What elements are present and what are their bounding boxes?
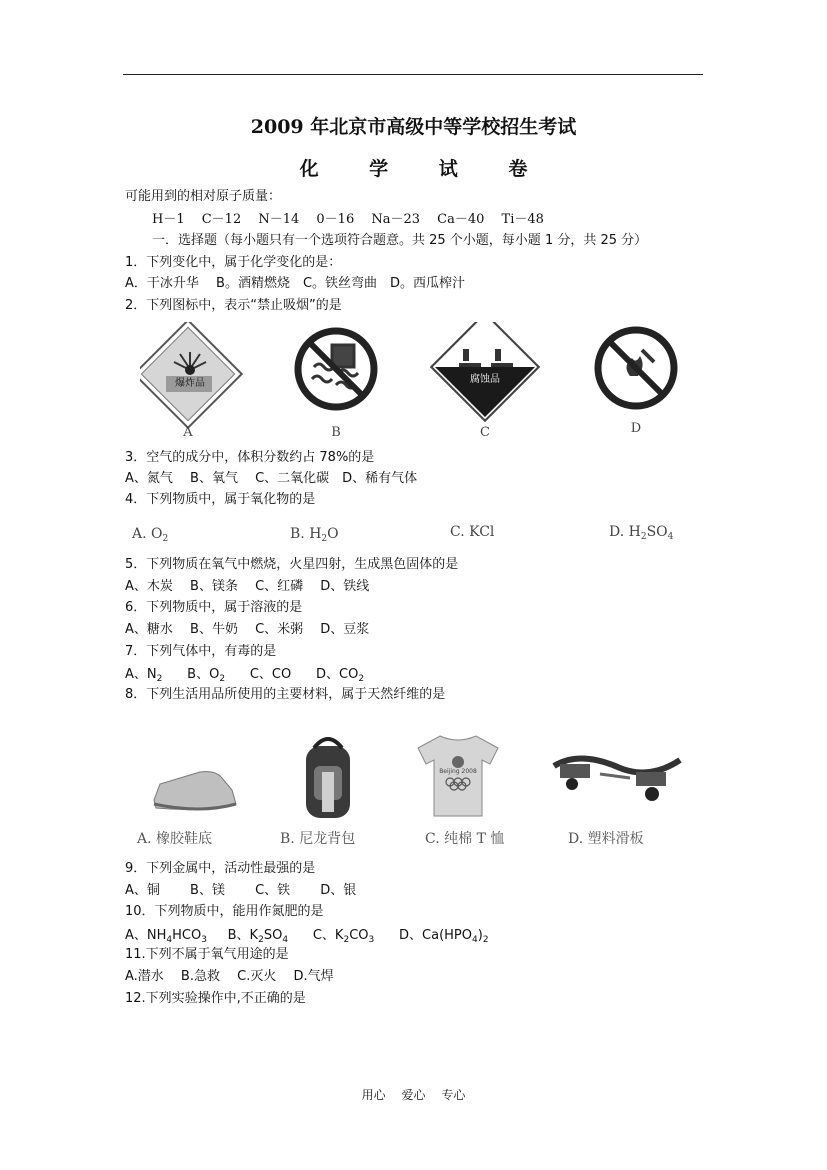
q10-stem: 10．下列物质中，能用作氮肥的是	[125, 904, 324, 919]
q4-option-b: B. $H_2O$	[290, 526, 339, 544]
q8-label-b: B. 尼龙背包	[280, 831, 356, 847]
q4-option-a: A. $O_2$	[132, 526, 169, 544]
q9-stem: 9．下列金属中，活动性最强的是	[125, 861, 316, 876]
sign-a-letter: A	[183, 425, 193, 440]
q4-option-c: C. KCl	[450, 524, 495, 540]
q8-label-d: D. 塑料滑板	[568, 831, 644, 847]
q9-options: A、铜 B、镁 C、铁 D、银	[125, 883, 357, 898]
q4-stem: 4．下列物质中，属于氧化物的是	[125, 492, 316, 507]
q4-option-d: D. $H_2SO_4$	[609, 524, 674, 542]
q5-stem: 5．下列物质在氧气中燃烧，火星四射，生成黑色固体的是	[125, 557, 459, 572]
q11-stem: 11.下列不属于氧气用途的是	[125, 947, 289, 962]
corrosive-sign-icon	[431, 322, 538, 421]
footer-word-2: 爱心	[401, 1088, 426, 1102]
q11-options: A.潜水 B.急救 C.灭火 D.气焊	[125, 969, 334, 984]
header-rule	[123, 74, 703, 75]
no-smoking-sign-icon	[598, 330, 674, 406]
q3-stem: 3．空气的成分中，体积分数约占 78%的是	[125, 450, 375, 465]
q12-stem: 12.下列实验操作中,不正确的是	[125, 991, 306, 1006]
q1-options: A．干冰升华 B。酒精燃烧 C。铁丝弯曲 D。西瓜榨汁	[125, 276, 466, 291]
q7-options: A、$N_2$ B、$O_2$ C、CO D、$CO_2$	[125, 667, 365, 684]
q8-label-c: C. 纯棉 T 恤	[425, 831, 505, 847]
rubber-shoe-icon	[154, 772, 236, 810]
q8-products	[140, 730, 700, 830]
q3-options: A、氮气 B、氧气 C、二氧化碳 D、稀有气体	[125, 471, 418, 486]
exam-subtitle: 化 学 试 卷	[299, 158, 550, 180]
q2-signs	[140, 322, 700, 442]
atomic-mass-values: H－1 C－12 N－14 0－16 Na－23 Ca－40 Ti－48	[152, 212, 544, 227]
nylon-backpack-icon	[306, 739, 350, 818]
q8-label-a: A. 橡胶鞋底	[137, 831, 213, 847]
cotton-tshirt-icon	[418, 736, 498, 816]
q6-stem: 6．下列物质中，属于溶液的是	[125, 600, 303, 615]
q6-options: A、糖水 B、牛奶 C、米粥 D、豆浆	[125, 622, 370, 637]
q10-options: A、$NH_4HCO_3$ B、$K_2SO_4$ C、$K_2CO_3$ D、$Ca(HPO_4)_2$	[125, 928, 489, 945]
page-footer	[0, 1086, 827, 1103]
no-fire-hazard-sign-icon	[298, 331, 374, 407]
footer-word-1: 用心	[361, 1088, 386, 1102]
q5-options: A、木炭 B、镁条 C、红磷 D、铁线	[125, 579, 370, 594]
sign-d-letter: D	[630, 421, 642, 436]
sign-b-letter: B	[331, 425, 341, 440]
footer-word-3: 专心	[441, 1088, 466, 1102]
sign-a-text: 爆炸品	[175, 378, 205, 389]
tshirt-print: Beijing 2008	[439, 768, 477, 775]
q8-stem: 8．下列生活用品所使用的主要材料，属于天然纤维的是	[125, 687, 446, 702]
section-heading: 一．选择题（每小题只有一个选项符合题意。共 25 个小题，每小题 1 分，共 25 分）	[152, 233, 648, 248]
q2-stem: 2．下列图标中，表示“禁止吸烟”的是	[125, 298, 342, 313]
q7-stem: 7．下列气体中，有毒的是	[125, 644, 277, 659]
sign-c-text: 腐蚀品	[470, 374, 500, 385]
sign-c-letter: C	[480, 425, 490, 440]
atomic-mass-label: 可能用到的相对原子质量：	[125, 189, 282, 204]
q1-stem: 1．下列变化中，属于化学变化的是：	[125, 255, 342, 270]
explosive-sign-icon	[140, 322, 242, 428]
exam-title: 2009 年北京市高级中等学校招生考试	[250, 116, 577, 138]
plastic-skateboard-icon	[554, 758, 680, 801]
